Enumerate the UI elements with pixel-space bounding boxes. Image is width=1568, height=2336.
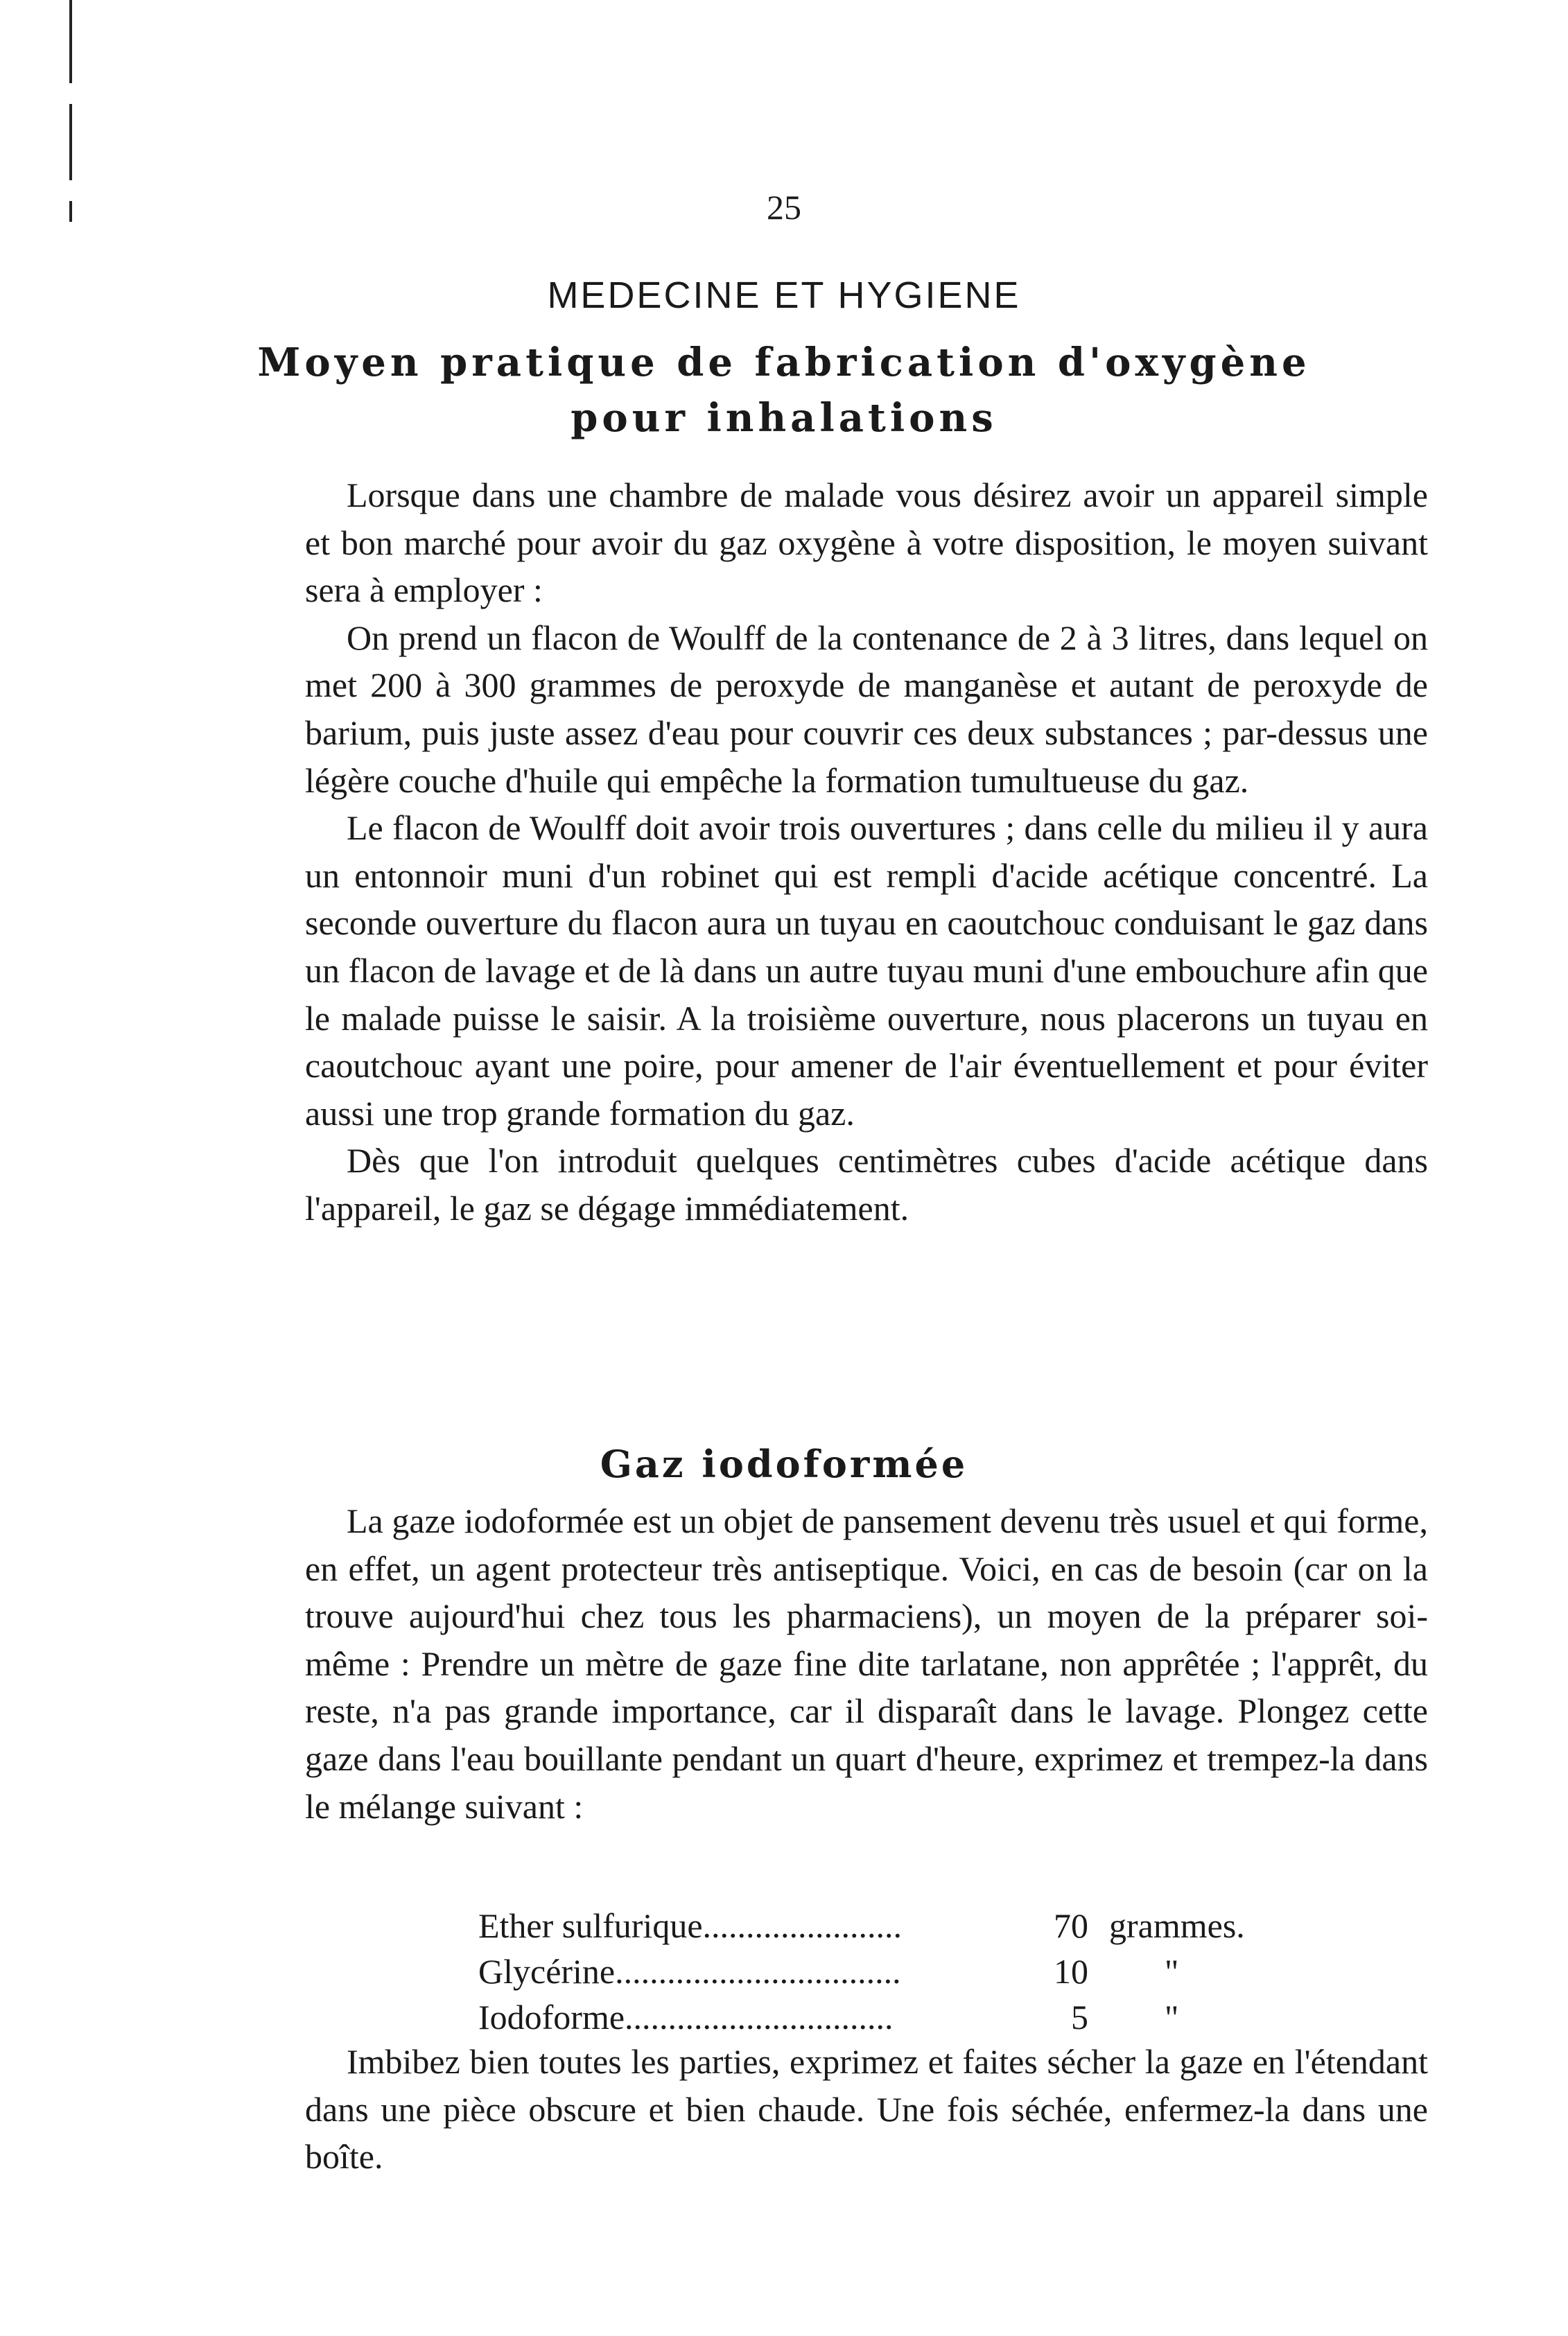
ingredient-list	[478, 1903, 1345, 2040]
article-title-line-2: pour inhalations	[570, 395, 998, 441]
paragraph: Lorsque dans une chambre de malade vous désirez avoir un appareil simple et bon marché pour avoir du gaz oxygène à votre disposition, le moyen suivant sera à employer :	[305, 476, 1428, 610]
paragraph: Imbibez bien toutes les parties, exprimez et faites sécher la gaze en l'étendant dans une pièce obscure et bien chaude. Une fois séchée, enfermez-la dans une boîte.	[305, 2042, 1428, 2177]
article-title-line-1: Moyen pratique de fabrication d'oxygène	[257, 340, 1311, 385]
paragraph: On prend un flacon de Woulff de la contenance de 2 à 3 litres, dans lequel on met 200 à 300 grammes de peroxyde de manganèse et autant de peroxyde de barium, puis juste assez d'eau pour couvrir ces deux substances ; par-dessus une légère couche d'huile qui empêche la formation tumultueuse du gaz.	[305, 618, 1428, 800]
ingredient-row	[478, 1994, 1345, 2040]
ingredient-name: Glycérine.................................	[478, 1952, 901, 1991]
article-intro	[305, 1497, 1428, 1830]
page-number: 25	[767, 188, 801, 227]
ingredient-quantity: 5	[1071, 1998, 1088, 2037]
ingredient-name: Ether sulfurique.......................	[478, 1906, 903, 1945]
paragraph: Le flacon de Woulff doit avoir trois ouvertures ; dans celle du milieu il y aura un entonnoir muni d'un robinet qui est rempli d'acide acétique concentré. La seconde ouverture du flacon aura un tuyau en caoutchouc conduisant le gaz dans un flacon de lavage et de là dans un autre tuyau muni d'une embouchure afin que le malade puisse le saisir. A la troisième ouverture, nous placerons un tuyau en caoutchouc ayant une poire, pour amener de l'air éventuellement et pour éviter aussi une trop grande formation du gaz.	[305, 808, 1428, 1133]
ingredient-row	[478, 1949, 1345, 1994]
ingredient-quantity: 10	[1054, 1952, 1088, 1991]
paragraph: La gaze iodoformée est un objet de pansement devenu très usuel et qui forme, en effet, un agent protecteur très antiseptique. Voici, en cas de besoin (car on la trouve aujourd'hui chez tous les pharmaciens), un moyen de la préparer soi-même : Prendre un mètre de gaze fine dite tarlatane, non apprêtée ; l'apprêt, du reste, n'a pas grande importance, car il disparaît dans le lavage. Plongez cette gaze dans l'eau bouillante pendant un quart d'heure, exprimez et trempez-la dans le mélange suivant :	[305, 1501, 1428, 1826]
margin-mark	[69, 104, 72, 180]
ingredient-name: Iodoforme...............................	[478, 1998, 894, 2037]
article-conclusion	[305, 2038, 1428, 2181]
ingredient-row	[478, 1903, 1345, 1949]
article-body	[305, 471, 1428, 1232]
ingredient-unit: "	[1165, 1952, 1179, 1991]
paragraph: Dès que l'on introduit quelques centimètres cubes d'acide acétique dans l'appareil, le gaz se dégage immédiatement.	[305, 1141, 1428, 1228]
ingredient-quantity: 70	[1054, 1906, 1088, 1945]
margin-mark	[69, 0, 72, 83]
article-subtitle: Gaz iodoformée	[600, 1442, 968, 1486]
section-heading: MEDECINE ET HYGIENE	[547, 274, 1021, 316]
ingredient-unit: "	[1165, 1998, 1179, 2037]
ingredient-unit: grammes.	[1109, 1906, 1245, 1945]
